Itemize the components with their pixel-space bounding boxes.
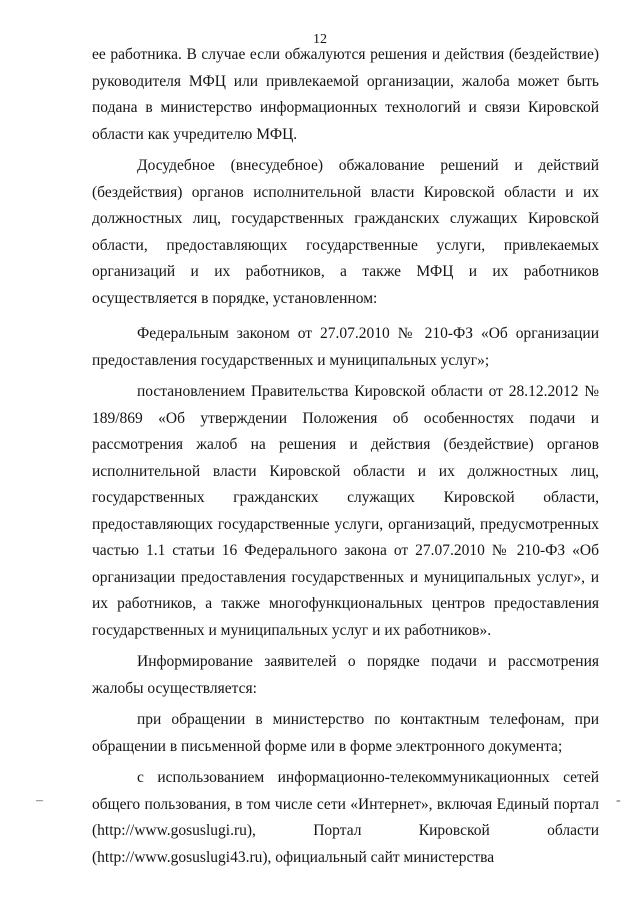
paragraph-internet-channels: с использованием информационно-телекоммуникационных сетей общего пользования, в том числе сети «Интернет», включая Единый портал (http://www.gosuslugi.ru), Портал Кировской области (http://www.gosuslugi43.ru), официальный сайт министерства [92, 769, 599, 866]
right-margin-mark: - [616, 793, 621, 808]
paragraph-contact-methods: при обращении в министерство по контактным телефонам, при обращении в письменной форме или в форме электронного документа; [92, 711, 599, 755]
document-body [92, 42, 599, 871]
paragraph-appeal-procedure: Досудебное (внесудебное) обжалование решений и действий (бездействия) органов исполнительной власти Кировской области и их должностных лиц, государственных гражданских служащих Кировской области, предоставляющих государственные услуги, привлекаемых организаций и их работников, а также МФЦ и их работников осуществляется в порядке, установленном: [92, 157, 599, 307]
paragraph-federal-law: Федеральным законом от 27.07.2010 № 210-ФЗ «Об организации предоставления государственных и муниципальных услуг»; [92, 325, 599, 369]
left-margin-mark: – [36, 793, 43, 808]
paragraph-informing-applicants: Информирование заявителей о порядке подачи и рассмотрения жалобы осуществляется: [92, 653, 599, 697]
page-number: 12 [313, 32, 327, 47]
paragraph-government-resolution: постановлением Правительства Кировской области от 28.12.2012 № 189/869 «Об утверждении Положения об особенностях подачи и рассмотрения жалоб на решения и действия (бездействие) органов исполнительной власти Кировской области и их должностных лиц, государственных гражданских служащих Кировской области, предоставляющих государственные услуги, организаций, предусмотренных частью 1.1 статьи 16 Федерального закона от 27.07.2010 № 210-ФЗ «Об организации предоставления государственных и муниципальных услуг», и их работников, а также многофункциональных центров предоставления государственных и муниципальных услуг и их работников». [92, 383, 599, 639]
paragraph-complaint-recipient: ее работника. В случае если обжалуются решения и действия (бездействие) руководителя МФЦ или привлекаемой организации, жалоба может быть подана в министерство информационных технологий и связи Кировской области как учредителю МФЦ. [92, 46, 599, 143]
